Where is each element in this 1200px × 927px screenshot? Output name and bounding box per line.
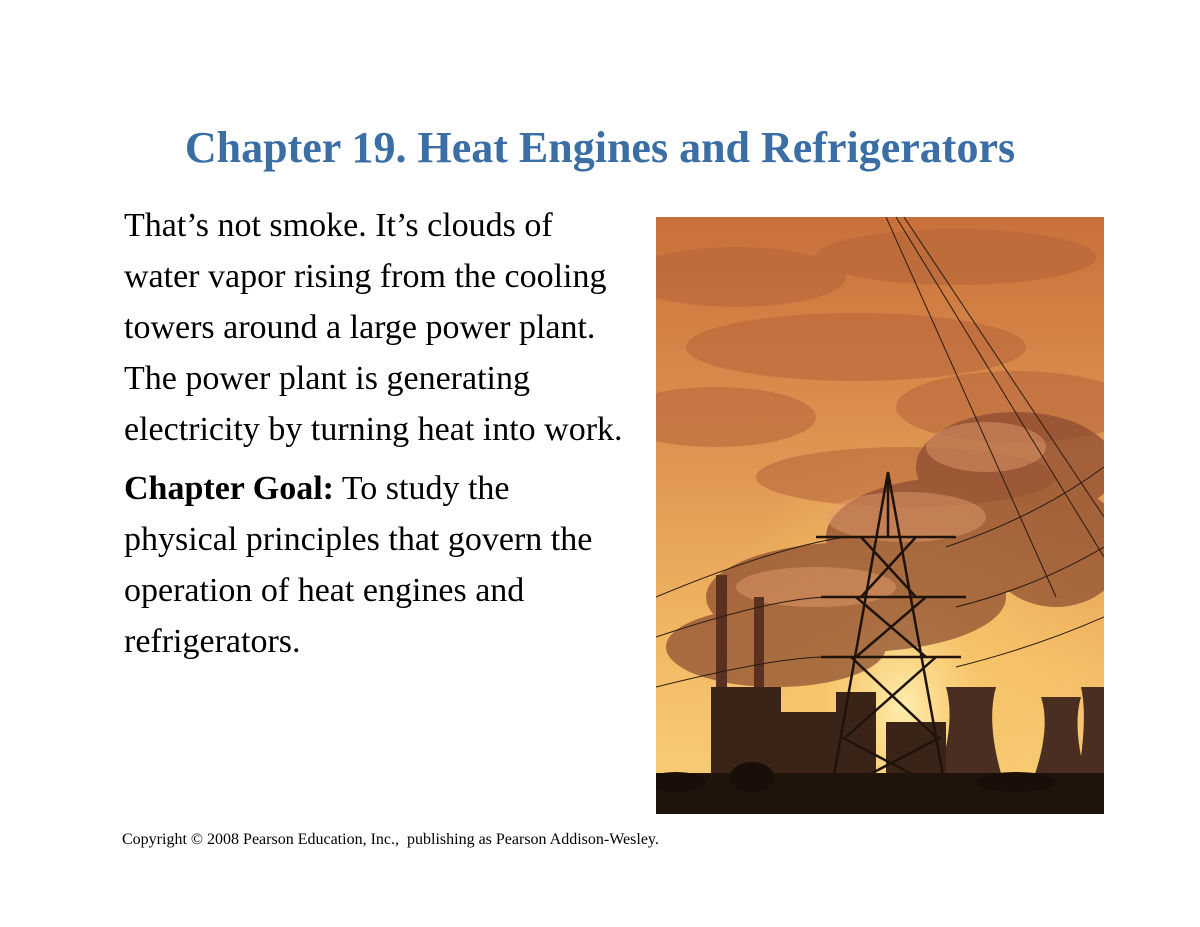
slide-title: Chapter 19. Heat Engines and Refrigerators (184, 123, 1016, 172)
slide-body (124, 200, 634, 667)
chapter-goal-text-first: To study the (341, 470, 510, 507)
chapter-goal-text-rest: physical principles that govern the operation of heat engines and refrigerators. (124, 521, 593, 660)
chapter-goal-label: Chapter Goal: (124, 470, 334, 507)
chapter-goal-line (124, 463, 634, 514)
copyright-footer: Copyright © 2008 Pearson Education, Inc., publishing as Pearson Addison-Wesley. (122, 831, 659, 848)
power-plant-photo (656, 217, 1104, 814)
power-plant-illustration (656, 217, 1104, 814)
description-paragraph: That’s not smoke. It’s clouds of water vapor rising from the cooling towers around a large power plant. The power plant is generating electricity by turning heat into work. (124, 207, 623, 448)
